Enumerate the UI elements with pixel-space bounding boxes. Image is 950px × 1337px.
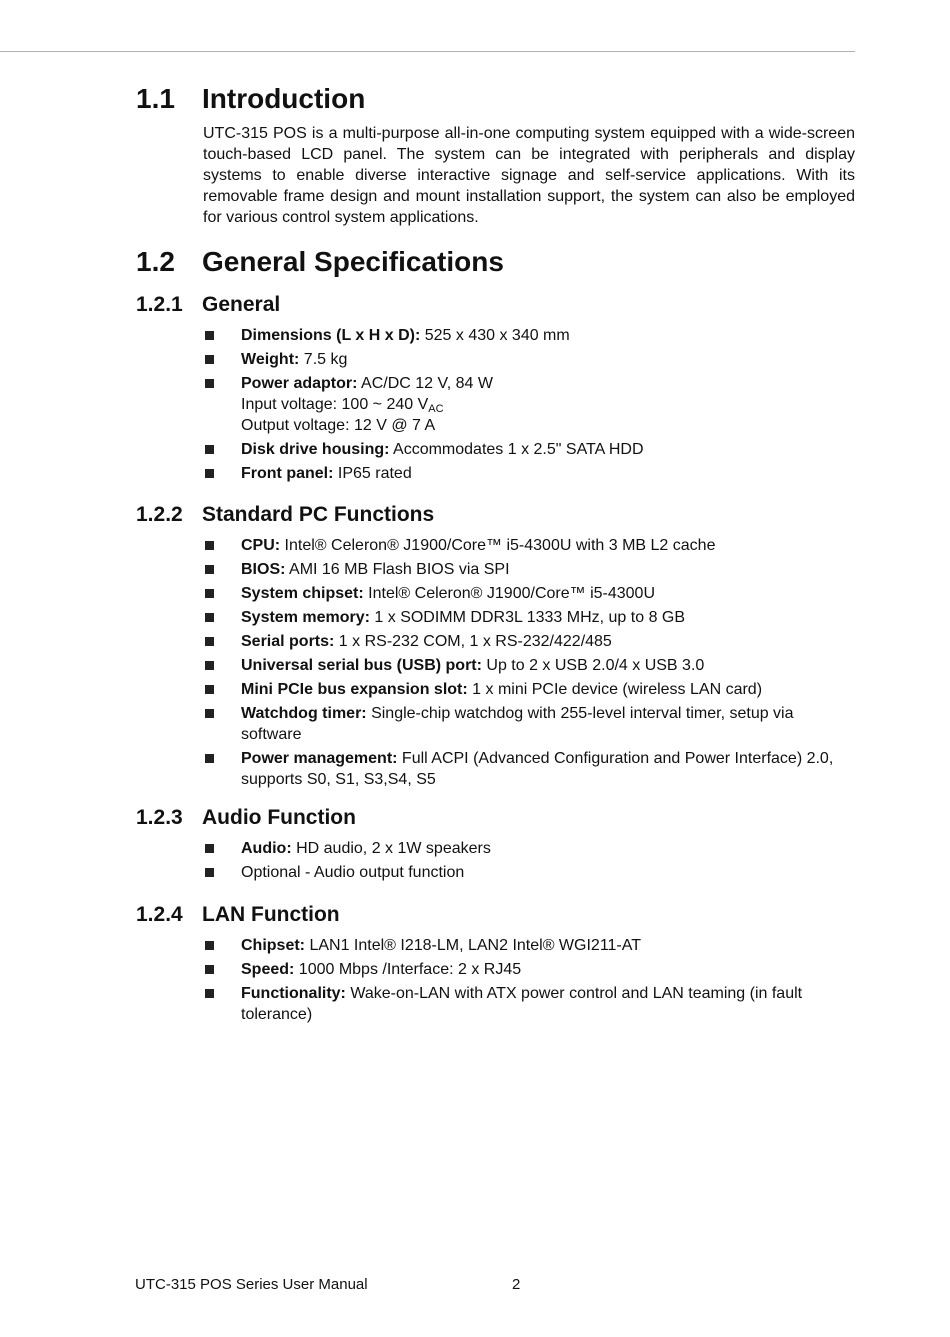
square-bullet-icon xyxy=(205,754,214,763)
square-bullet-icon xyxy=(205,965,214,974)
square-bullet-icon xyxy=(205,379,214,388)
list-item: Watchdog timer: Single-chip watchdog with 255-level interval timer, setup via software xyxy=(203,703,855,745)
list-item: Universal serial bus (USB) port: Up to 2 x USB 2.0/4 x USB 3.0 xyxy=(203,655,855,676)
list-item: Dimensions (L x H x D): 525 x 430 x 340 mm xyxy=(203,325,855,346)
audio-spec-list xyxy=(203,838,855,886)
list-item: Optional - Audio output function xyxy=(203,862,855,883)
list-item: Weight: 7.5 kg xyxy=(203,349,855,370)
general-spec-list xyxy=(203,325,855,487)
square-bullet-icon xyxy=(205,709,214,718)
introduction-paragraph: UTC-315 POS is a multi-purpose all-in-one computing system equipped with a wide-screen touch-based LCD panel. The system can be integrated with peripherals and display systems to enable diverse interactive signage and self-service applications. With its removable frame design and mount installation support, the system can also be employed for various control system applications. xyxy=(203,125,855,226)
square-bullet-icon xyxy=(205,868,214,877)
section-heading-general-specifications: 1.2 General Specifications xyxy=(136,246,504,277)
list-item: Power adaptor: AC/DC 12 V, 84 W Input voltage: 100 ~ 240 $V_{AC}$ Output voltage: 12 V @ 7 A xyxy=(203,373,855,436)
standard-pc-spec-list xyxy=(203,535,855,793)
list-item: System memory: 1 x SODIMM DDR3L 1333 MHz, up to 8 GB xyxy=(203,607,855,628)
list-item: Disk drive housing: Accommodates 1 x 2.5" SATA HDD xyxy=(203,439,855,460)
square-bullet-icon xyxy=(205,469,214,478)
square-bullet-icon xyxy=(205,941,214,950)
header-rule xyxy=(0,51,855,52)
square-bullet-icon xyxy=(205,685,214,694)
footer-manual-title: UTC-315 POS Series User Manual xyxy=(135,1276,368,1293)
square-bullet-icon xyxy=(205,355,214,364)
list-item: BIOS: AMI 16 MB Flash BIOS via SPI xyxy=(203,559,855,580)
square-bullet-icon xyxy=(205,589,214,598)
list-item: Speed: 1000 Mbps /Interface: 2 x RJ45 xyxy=(203,959,855,980)
square-bullet-icon xyxy=(205,661,214,670)
input-voltage-line: Input voltage: 100 ~ 240 $V_{AC}$ xyxy=(241,396,444,415)
square-bullet-icon xyxy=(205,331,214,340)
list-item: Mini PCIe bus expansion slot: 1 x mini PCIe device (wireless LAN card) xyxy=(203,679,855,700)
footer-page-number: 2 xyxy=(512,1276,521,1293)
lan-spec-list xyxy=(203,935,855,1028)
square-bullet-icon xyxy=(205,541,214,550)
subsection-heading-lan-function: 1.2.4 LAN Function xyxy=(136,903,340,926)
output-voltage-line: Output voltage: 12 V @ 7 A xyxy=(241,417,436,434)
list-item: Chipset: LAN1 Intel® I218-LM, LAN2 Intel® WGI211-AT xyxy=(203,935,855,956)
list-item: Serial ports: 1 x RS-232 COM, 1 x RS-232/422/485 xyxy=(203,631,855,652)
list-item: Front panel: IP65 rated xyxy=(203,463,855,484)
list-item: Functionality: Wake-on-LAN with ATX power control and LAN teaming (in fault tolerance) xyxy=(203,983,855,1025)
square-bullet-icon xyxy=(205,844,214,853)
list-item: System chipset: Intel® Celeron® J1900/Core™ i5-4300U xyxy=(203,583,855,604)
square-bullet-icon xyxy=(205,613,214,622)
list-item: CPU: Intel® Celeron® J1900/Core™ i5-4300U with 3 MB L2 cache xyxy=(203,535,855,556)
section-heading-introduction: 1.1 Introduction xyxy=(136,83,366,114)
square-bullet-icon xyxy=(205,565,214,574)
subsection-heading-standard-pc-functions: 1.2.2 Standard PC Functions xyxy=(136,503,435,526)
square-bullet-icon xyxy=(205,445,214,454)
list-item: Audio: HD audio, 2 x 1W speakers xyxy=(203,838,855,859)
list-item: Power management: Full ACPI (Advanced Configuration and Power Interface) 2.0, supports S0, S1, S3,S4, S5 xyxy=(203,748,855,790)
subsection-heading-general: 1.2.1 General xyxy=(136,293,281,316)
subsection-heading-audio-function: 1.2.3 Audio Function xyxy=(136,806,356,829)
square-bullet-icon xyxy=(205,989,214,998)
square-bullet-icon xyxy=(205,637,214,646)
